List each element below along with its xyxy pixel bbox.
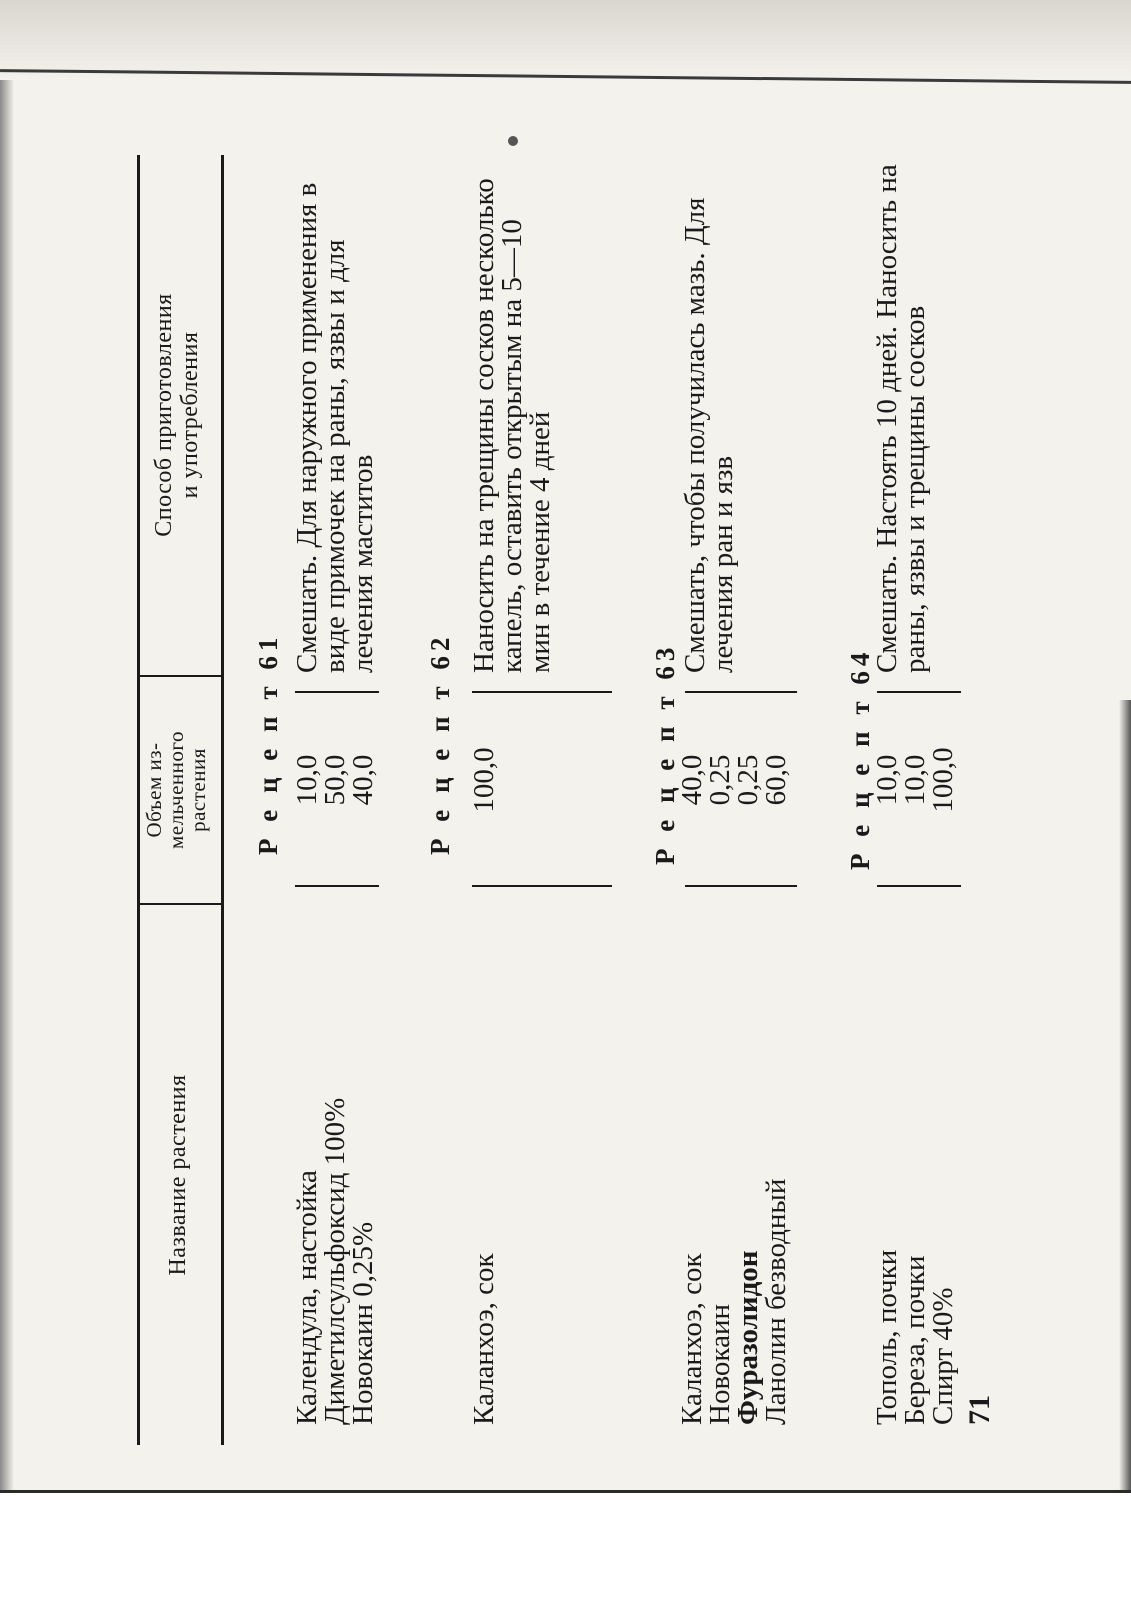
col-divider bbox=[877, 691, 961, 693]
header-volume-line-2: мельченного bbox=[164, 730, 188, 850]
ingredient-volume: 100,0 bbox=[468, 747, 500, 813]
page-top-edge bbox=[0, 0, 1131, 80]
header-method bbox=[151, 155, 203, 675]
ingredient-name: Тополь, почки bbox=[871, 1249, 903, 1425]
header-volume-line-1: Объем из- bbox=[142, 742, 166, 838]
header-volume bbox=[143, 677, 209, 903]
recipe-64-ingredients bbox=[873, 1250, 957, 1425]
ingredient-volume: 0,25 bbox=[732, 754, 764, 806]
recipe-63-ingredients bbox=[678, 1179, 790, 1425]
header-method-line-2: и употребления bbox=[177, 331, 203, 499]
recipe-title-61: Р е ц е п т 61 bbox=[253, 632, 283, 855]
page-right-edge bbox=[1119, 700, 1131, 1500]
recipe-61-volumes bbox=[293, 695, 377, 865]
ingredient-name: Новокаин bbox=[704, 1304, 736, 1425]
recipe-62-method: Наносить на трещины сосков несколько капель, оставить открытым на 5—10 мин в течение 4 дней bbox=[468, 178, 556, 673]
header-method-line-1: Способ приготовления bbox=[151, 293, 177, 537]
ingredient-name: Каланхоэ, сок bbox=[468, 1253, 500, 1425]
header-volume-line-3: растения bbox=[186, 748, 210, 832]
page-bottom-edge bbox=[0, 1490, 1131, 1600]
ingredient-name: Береза, почки bbox=[899, 1255, 931, 1425]
recipe-61-ingredients bbox=[293, 1098, 377, 1425]
col-divider bbox=[472, 885, 612, 887]
ingredient-name: Календула, настойка bbox=[291, 1170, 323, 1425]
recipe-title-64: Р е ц е п т 64 bbox=[845, 647, 875, 870]
ingredient-name: Диметилсульфоксид 100% bbox=[319, 1097, 351, 1425]
col-divider bbox=[295, 691, 379, 693]
page-number: 71 bbox=[963, 1395, 996, 1425]
ingredient-name: Новокаин 0,25% bbox=[347, 1221, 379, 1425]
recipe-64-method: Смешать. Настоять 10 дней. Наносить на раны, язвы и трещины сосков bbox=[871, 164, 931, 673]
rotated-table bbox=[125, 155, 996, 1445]
ingredient-volume: 40,0 bbox=[347, 754, 379, 806]
recipe-63-volumes bbox=[678, 695, 790, 865]
ingredient-volume: 10,0 bbox=[291, 754, 323, 806]
ingredient-name: Каланхоэ, сок bbox=[676, 1253, 708, 1425]
header-plant-name: Название растения bbox=[165, 1074, 191, 1276]
col-divider bbox=[472, 691, 612, 693]
recipe-title-62: Р е ц е п т 62 bbox=[425, 632, 455, 855]
ingredient-volume: 60,0 bbox=[760, 754, 792, 806]
col-divider bbox=[685, 691, 797, 693]
ingredient-volume: 50,0 bbox=[319, 754, 351, 806]
col-divider bbox=[877, 885, 961, 887]
col-divider bbox=[685, 885, 797, 887]
ingredient-name: Спирт 40% bbox=[927, 1287, 959, 1425]
ink-spot bbox=[508, 136, 518, 146]
page-left-edge bbox=[0, 80, 14, 1500]
recipe-64-volumes bbox=[873, 695, 957, 865]
recipe-62-volumes bbox=[470, 695, 498, 865]
col-divider bbox=[295, 885, 379, 887]
recipe-61-method: Смешать. Для наружного применения в виде примочек на раны, язвы и для лечения маститов bbox=[291, 182, 379, 673]
ingredient-volume: 40,0 bbox=[676, 754, 708, 806]
ingredient-volume: 0,25 bbox=[704, 754, 736, 806]
ingredient-name: Ланолин безводный bbox=[760, 1178, 792, 1425]
recipe-title-63: Р е ц е п т 63 bbox=[650, 642, 680, 865]
ingredient-volume: 10,0 bbox=[899, 754, 931, 806]
ingredient-name: Фуразолидон bbox=[732, 1250, 764, 1425]
ingredient-volume: 10,0 bbox=[871, 754, 903, 806]
recipe-63-method: Смешать, чтобы получилась мазь. Для лечения ран и язв bbox=[679, 197, 739, 673]
table-top-rule bbox=[137, 155, 140, 1445]
ingredient-volume: 100,0 bbox=[927, 747, 959, 813]
header-bottom-rule bbox=[221, 155, 224, 1445]
recipe-62-ingredients bbox=[470, 1253, 498, 1425]
